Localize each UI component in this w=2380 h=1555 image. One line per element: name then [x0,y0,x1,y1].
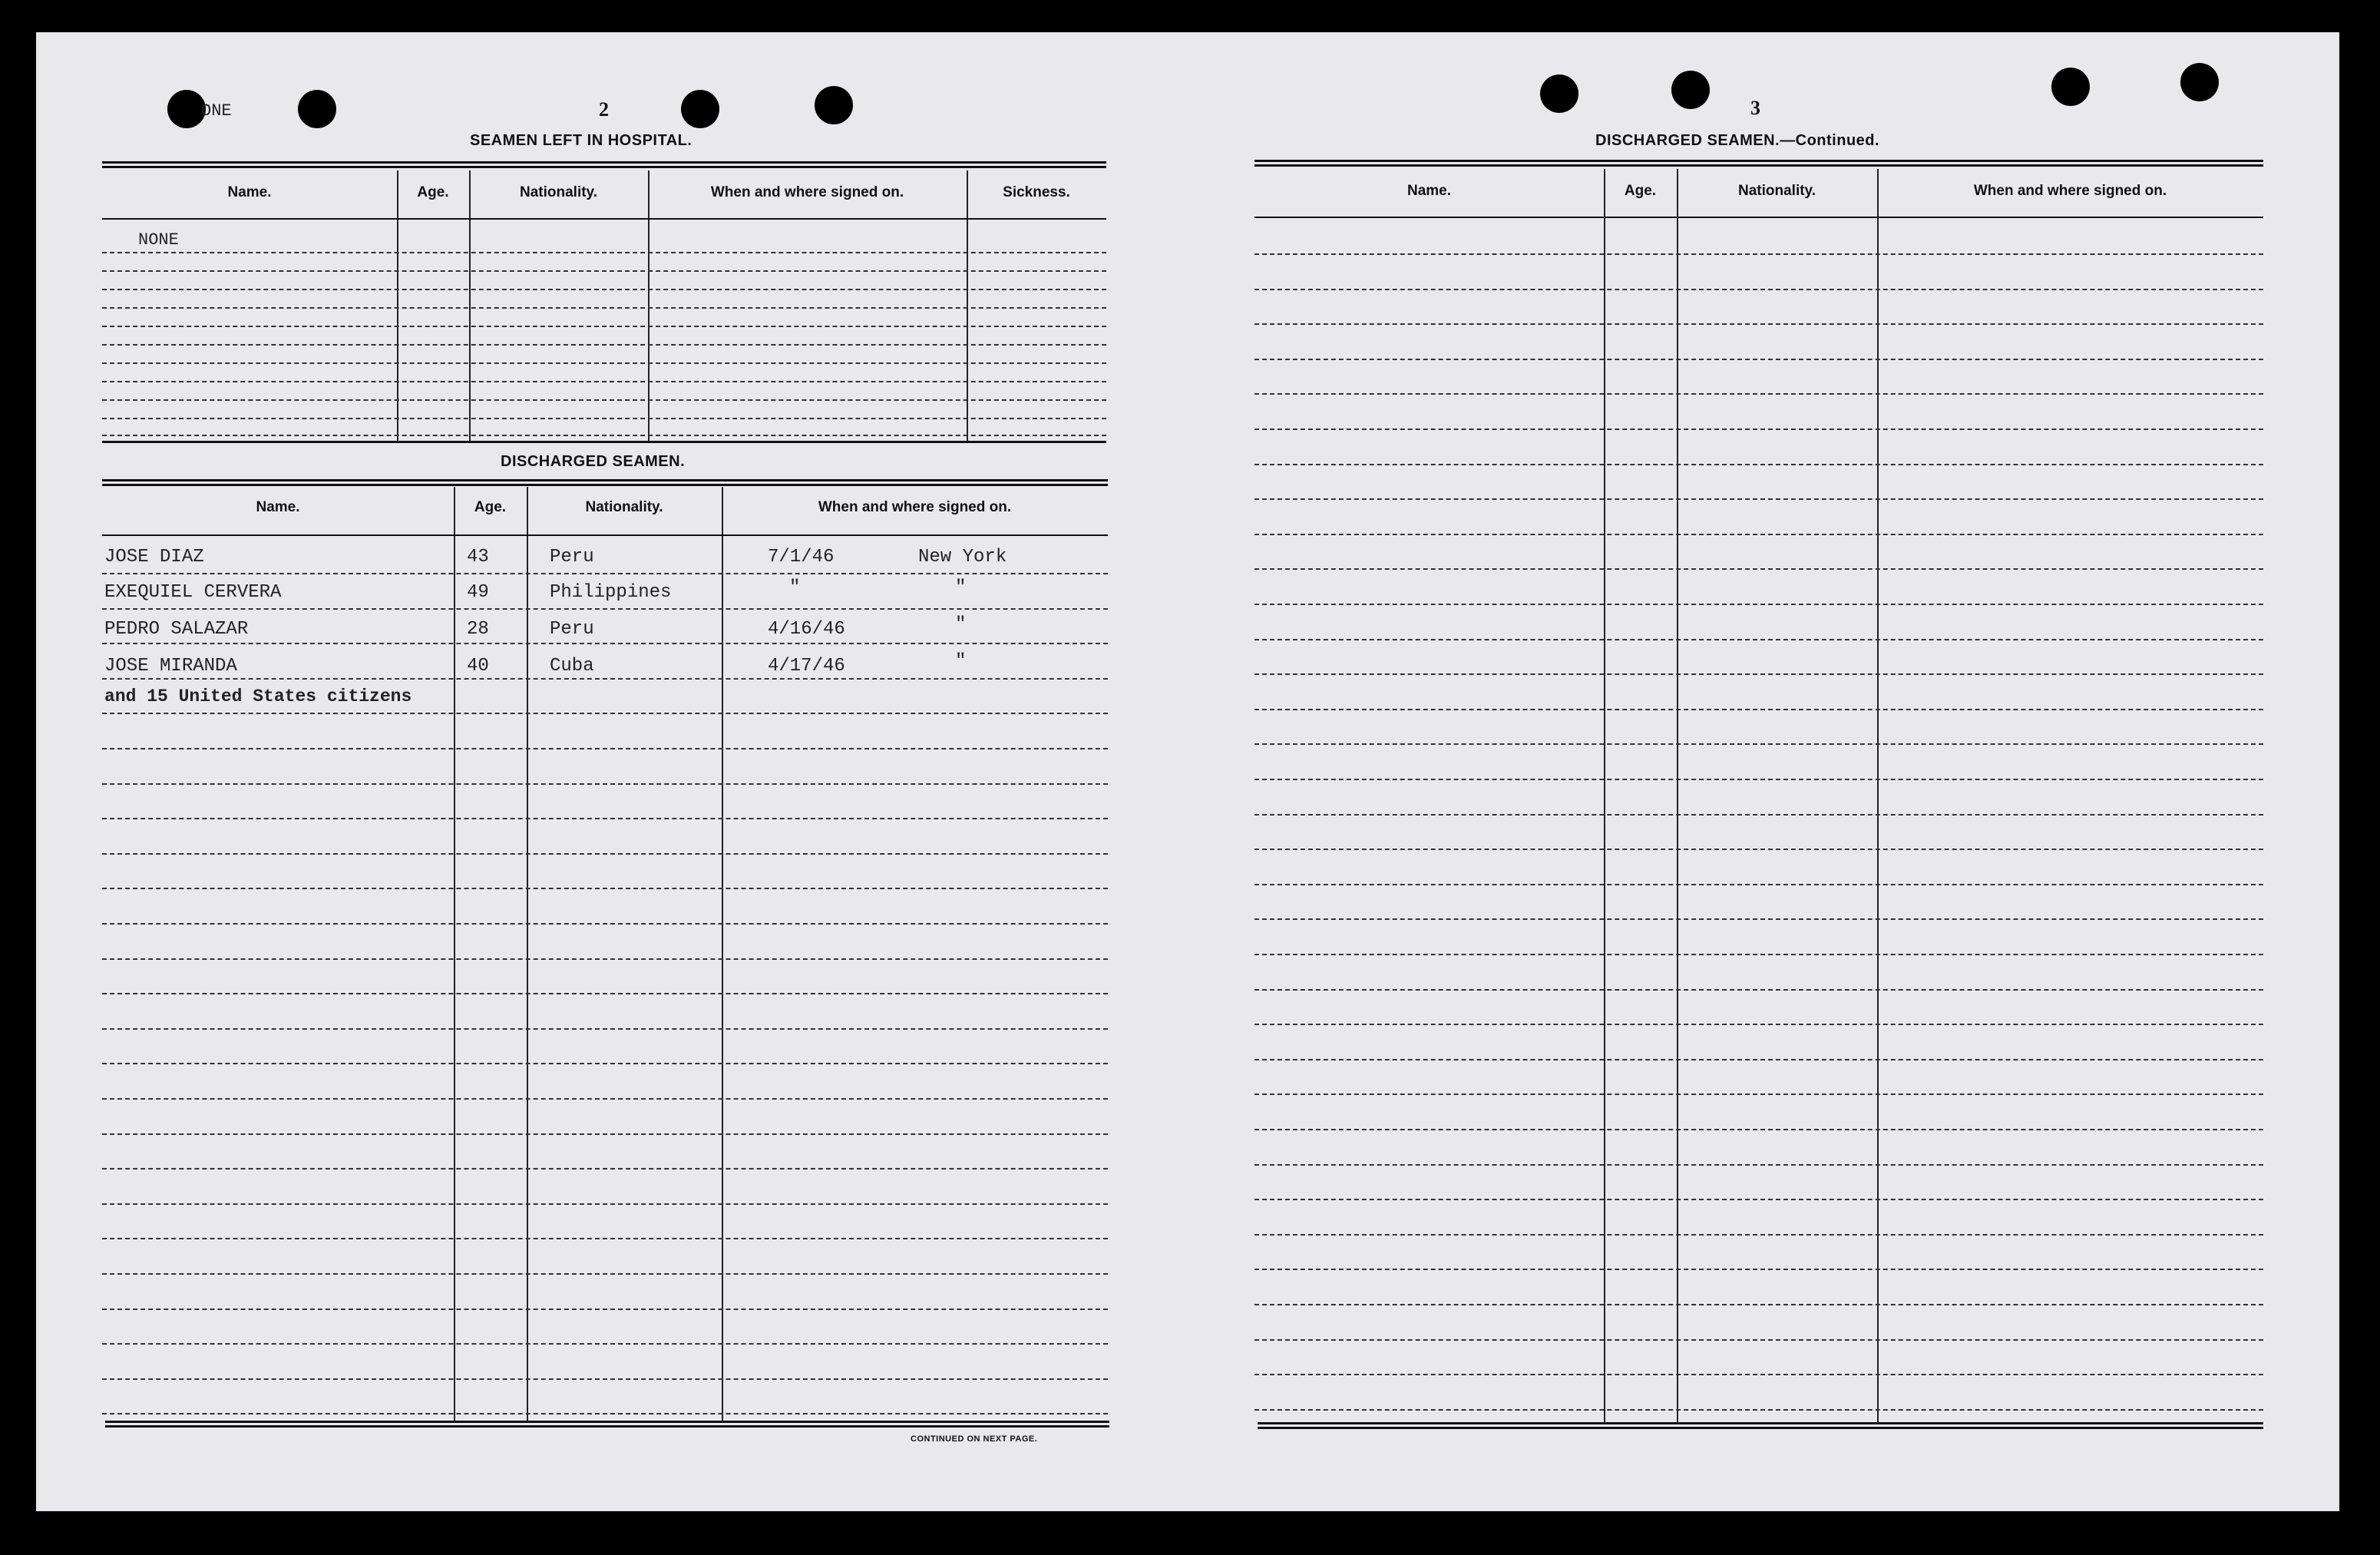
ruled-line [1254,289,2263,290]
ruled-line [1254,884,2263,885]
ruled-line [1254,1339,2263,1341]
discharged-top-rule [102,479,1108,486]
seaman-sign-date: 4/16/46 [768,619,845,640]
seaman-sign-date: 4/17/46 [768,656,845,677]
seaman-sign-place: New York [918,547,1007,567]
seaman-age: 40 [467,656,489,677]
header-age: Age. [1624,183,1657,199]
ruled-line [1254,1409,2263,1411]
ruled-line [102,678,1108,680]
ruled-line [102,853,1108,855]
ruled-line [1254,743,2263,745]
seaman-name: EXEQUIEL CERVERA [104,582,282,603]
ruled-line [102,1063,1108,1064]
seaman-sign-date: 7/1/46 [768,547,835,567]
ruled-line [1254,954,2263,955]
ruled-line [102,1343,1108,1345]
ruled-line [102,573,1108,574]
additional-crew-note: and 15 United States citizens [104,687,412,706]
header-nationality: Nationality. [585,499,663,515]
ruled-line [102,381,1106,382]
hospital-section-title: SEAMEN LEFT IN HOSPITAL. [470,132,693,149]
seaman-nationality: Cuba [550,656,594,677]
ruled-line [1254,464,2263,465]
ruled-line [1254,359,2263,360]
ruled-line [102,252,1106,253]
header-nationality: Nationality. [520,184,597,200]
seaman-sign-date: " [789,577,801,598]
ruled-line [102,270,1106,272]
seaman-nationality: Philippines [550,582,672,603]
header-sickness: Sickness. [1003,184,1070,200]
header-underline [102,218,1106,220]
ruled-line [1254,1059,2263,1060]
ruled-line [1254,323,2263,325]
column-divider [527,487,528,1422]
ruled-line [1254,1129,2263,1130]
seaman-nationality: Peru [550,547,594,567]
ruled-line [1254,1024,2263,1025]
ruled-line [1254,604,2263,605]
ruled-line [1254,1374,2263,1375]
ruled-line [1254,1093,2263,1095]
ruled-line [102,713,1108,714]
ruled-line [102,307,1106,309]
ruled-line [1254,918,2263,920]
punch-hole [1540,74,1578,113]
ruled-line [102,435,1106,436]
header-age: Age. [474,499,507,515]
column-divider [722,487,723,1422]
seaman-name: JOSE DIAZ [104,547,204,567]
seaman-sign-place: " [955,651,967,672]
ruled-line [102,1168,1108,1170]
punch-hole [1671,71,1710,109]
ruled-line [102,818,1108,819]
header-when-where: When and where signed on. [1973,183,2167,199]
ruled-line [102,1378,1108,1380]
header-name: Name. [1407,183,1452,199]
ruled-line [102,362,1106,364]
ruled-line [102,326,1106,327]
page-number: 3 [1750,97,1760,119]
ruled-line [102,1413,1108,1414]
ruled-line [1254,779,2263,780]
right-top-rule [1254,160,2263,167]
ruled-line [102,1273,1108,1275]
punch-hole [298,90,336,128]
ruled-line [1254,1234,2263,1236]
ruled-line [102,1238,1108,1239]
ruled-line [102,1028,1108,1030]
ruled-line [102,993,1108,994]
ruled-line [1254,253,2263,255]
ruled-line [1254,989,2263,991]
ruled-line [1254,393,2263,395]
ruled-line [102,1203,1108,1205]
hospital-entry: NONE [138,230,179,250]
seaman-sign-place: " [955,577,967,598]
ruled-line [1254,1164,2263,1166]
ruled-line [102,289,1106,290]
discharged-continued-title: DISCHARGED SEAMEN.—Continued. [1595,132,1880,149]
header-when-where: When and where signed on. [818,499,1012,515]
ruled-line [102,1133,1108,1135]
ruled-line [1254,498,2263,500]
discharged-bottom-rule [105,1421,1109,1428]
ruled-line [102,888,1108,889]
punch-hole [2180,63,2219,101]
column-divider [454,487,455,1422]
ruled-line [102,958,1108,960]
seaman-age: 28 [467,619,489,640]
ruled-line [1254,1269,2263,1270]
ruled-line [102,418,1106,419]
header-underline [102,534,1108,536]
ruled-line [102,344,1106,346]
ruled-line [102,1309,1108,1310]
ruled-line [1254,534,2263,535]
punch-hole [815,86,853,124]
ruled-line [1254,428,2263,430]
ruled-line [1254,1199,2263,1200]
punch-hole [167,90,206,128]
seaman-name: PEDRO SALAZAR [104,619,249,640]
ruled-line [102,643,1108,644]
discharged-section-title: DISCHARGED SEAMEN. [501,453,686,470]
header-nationality: Nationality. [1738,183,1816,199]
ruled-line [1254,814,2263,816]
seaman-name: JOSE MIRANDA [104,656,237,677]
header-name: Name. [227,184,272,200]
ruled-line [1254,568,2263,570]
ruled-line [1254,849,2263,850]
punch-hole [2051,68,2090,106]
header-underline [1254,217,2263,218]
header-name: Name. [256,499,300,515]
header-when-where: When and where signed on. [710,184,904,200]
ruled-line [1254,1304,2263,1305]
ruled-line [1254,709,2263,710]
seaman-nationality: Peru [550,619,594,640]
ruled-line [1254,639,2263,640]
header-age: Age. [417,184,449,200]
ruled-line [102,399,1106,401]
hospital-top-rule [102,161,1106,168]
page-number: 2 [599,98,609,121]
ruled-line [102,748,1108,749]
ruled-line [1254,673,2263,675]
seaman-age: 49 [467,582,489,603]
continued-note: CONTINUED ON NEXT PAGE. [911,1434,1038,1444]
stray-typed-text: ONE [201,101,232,121]
ruled-line [102,783,1108,785]
ruled-line [102,923,1108,925]
right-bottom-rule [1258,1422,2263,1429]
ruled-line [102,1098,1108,1100]
hospital-bottom-rule [102,441,1106,443]
seaman-sign-place: " [955,614,967,635]
punch-hole [681,90,719,128]
ruled-line [102,608,1108,610]
seaman-age: 43 [467,547,489,567]
